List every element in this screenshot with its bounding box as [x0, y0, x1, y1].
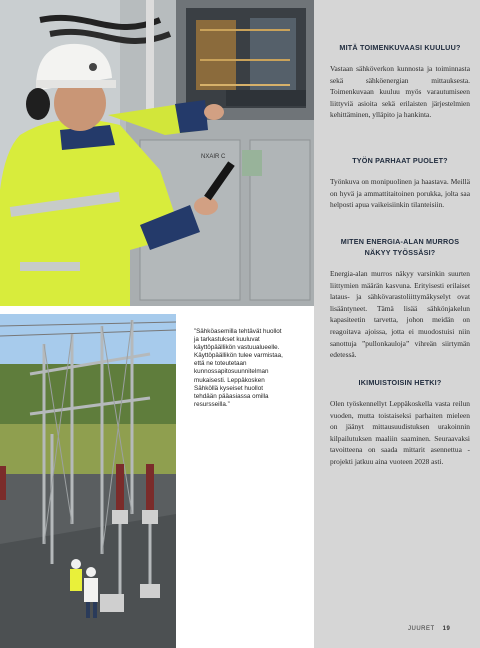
photo-technician-at-cabinet [0, 0, 314, 306]
qa-block [330, 42, 470, 121]
question-heading: IKIMUISTOISIN HETKI? [358, 378, 442, 387]
answer-text: Energia-alan murros näkyy varsinkin suurten liittymien määrän kasvuna. Erityisesti erilaiset lataus- ja sähkövarastoliittymäkyselyt ovat lisääntyneet. Tämä lisää sähkönjakelun kapasiteetin tarvetta, johon meidän on reagoitava ajoissa, jotta ei muodostuisi niin sanottuja ”pullonkauloja” vihreän siirtymän edetessä. [330, 269, 470, 360]
question-heading: MITÄ TOIMENKUVAASI KUULUU? [339, 43, 461, 52]
page-footer [408, 626, 450, 632]
substation-illustration [0, 314, 176, 648]
qa-block [330, 377, 470, 468]
answer-text: Työnkuva on monipuolinen ja haastava. Meillä on hyvä ja ammattitaitoinen porukka, jolta saa helposti apua vaikeisiinkin tilanteisiin. [330, 177, 470, 210]
question-heading: TYÖN PARHAAT PUOLET? [352, 156, 448, 165]
technician-illustration [0, 0, 314, 306]
page-number: 19 [442, 626, 451, 632]
interview-sidebar [314, 0, 480, 648]
answer-text: Vastaan sähköverkon kunnosta ja toiminnasta sekä sähköenergian mittauksesta. Toimenkuvaan kuuluu myös varautumiseen liittyviä asioita sekä erilaisten järjestelmien kehittäminen, ylläpito ja hankinta. [330, 64, 470, 120]
panel-label: NXAIR C [201, 154, 226, 160]
qa-block [330, 236, 470, 361]
photo-caption-quote: ”Sähköasemilla tehtävät huollot ja tarkastukset kuuluvat käyttöpäällikön vastuualueelle. Käyttöpäällikön tulee varmistaa, että ne toteutetaan kunnossapitosuunnitelman mukaisesti. Leppäkosken Sähköllä kyseiset huollot tehdään pääasiassa omilla resursseilla.” [194, 328, 283, 408]
qa-block [330, 155, 470, 211]
answer-text: Olen työskennellyt Leppäkoskella vasta reilun vuoden, mutta toistaiseksi parhaiten mieleen on jäänyt mittausuudistuksen urakoinnin kilpailutuksen maaliin saaminen. Seuraavaksi tavoitteena on saada mittarit asennettua - projekti jatkuu aina vuoteen 2028 asti. [330, 399, 470, 466]
question-heading: MITEN ENERGIA-ALAN MURROS NÄKYY TYÖSSÄSI? [340, 237, 460, 257]
photo-substation [0, 314, 176, 648]
magazine-name: JUURET [408, 626, 435, 632]
